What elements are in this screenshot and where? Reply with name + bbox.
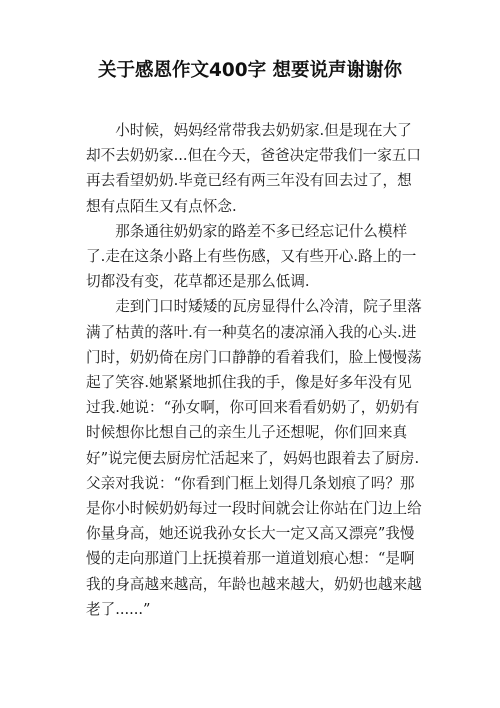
document-title: 关于感恩作文400字 想要说声谢谢你 (97, 60, 403, 81)
paragraph-1: 小时候，妈妈经常带我去奶奶家.但是现在大了却不去奶奶家...但在今天，爸爸决定带我们一家五口再去看望奶奶.毕竟已经有两三年没有回去过了，想想有点陌生又有点怀念. (86, 122, 421, 215)
paragraph-2: 那条通往奶奶家的路差不多已经忘记什么模样了.走在这条小路上有些伤感，又有些开心.路上的一切都没有变，花草都还是那么低调. (86, 222, 417, 291)
paragraph-3: 走到门口时矮矮的瓦房显得什么冷清，院子里落满了枯黄的落叶.有一种莫名的凄凉涌入我的心头.进门时，奶奶倚在房门口静静的看着我们，脸上慢慢荡起了笑容.她紧紧地抓住我的手，像是好多年没有见过我.她说：“孙女啊，你可回来看看奶奶了，奶奶有时候想你比想自己的亲生儿子还想呢，你们回来真好”说完便去厨房忙活起来了，妈妈也跟着去了厨房.父亲对我说：“你看到门框上划得几条划痕了吗？那是你小时候奶奶每过一段时间就会让你站在门边上给你量身高，她还说我孙女长大一定又高又漂亮”我慢慢的走向那道门上抚摸着那一道道划痕心想：“是啊我的身高越来越高，年龄也越来越大，奶奶也越来越老了......” (86, 298, 422, 618)
document-body (86, 118, 424, 622)
